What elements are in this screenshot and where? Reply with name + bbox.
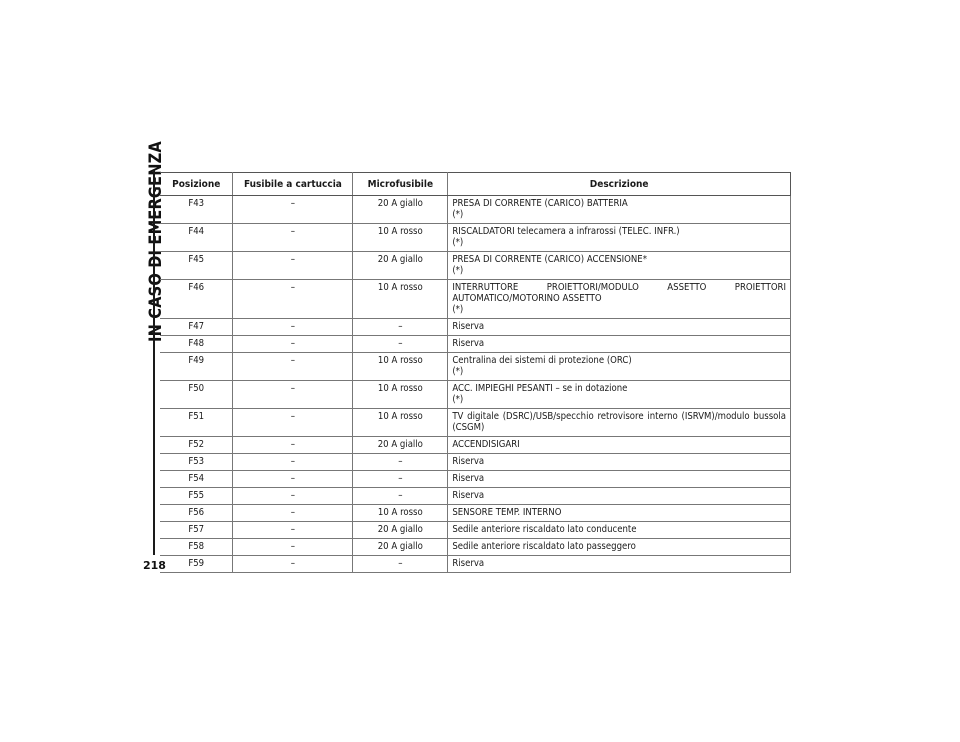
cell-fusibile-cartuccia: – [233, 280, 353, 319]
cell-posizione: F55 [160, 488, 233, 505]
description-text: Riserva [452, 473, 485, 484]
cell-fusibile-cartuccia: – [233, 539, 353, 556]
cell-posizione: F46 [160, 280, 233, 319]
section-title: IN CASO DI EMERGENZA [146, 141, 166, 342]
description-text: Centralina dei sistemi di protezione (ORC) [452, 355, 632, 366]
cell-posizione: F58 [160, 539, 233, 556]
cell-posizione: F54 [160, 471, 233, 488]
cell-descrizione [448, 488, 791, 505]
description-text: Sedile anteriore riscaldato lato passeggero [452, 541, 636, 552]
cell-fusibile-cartuccia: – [233, 409, 353, 437]
cell-posizione: F53 [160, 454, 233, 471]
description-text: TV digitale (DSRC)/USB/specchio retrovisore interno (ISRVM)/modulo bussola (CSGM) [452, 411, 786, 433]
cell-posizione: F56 [160, 505, 233, 522]
table-row [160, 353, 791, 381]
cell-descrizione [448, 409, 791, 437]
table-row [160, 381, 791, 409]
table-body [160, 196, 791, 573]
table-row [160, 505, 791, 522]
header-fusibile-cartuccia: Fusibile a cartuccia [233, 173, 353, 196]
cell-fusibile-cartuccia: – [233, 381, 353, 409]
cell-descrizione [448, 280, 791, 319]
cell-fusibile-cartuccia: – [233, 336, 353, 353]
description-text: Sedile anteriore riscaldato lato conducente [452, 524, 637, 535]
cell-microfusibile: – [353, 488, 448, 505]
cell-fusibile-cartuccia: – [233, 319, 353, 336]
cell-posizione: F44 [160, 224, 233, 252]
cell-microfusibile: – [353, 556, 448, 573]
cell-fusibile-cartuccia: – [233, 505, 353, 522]
cell-posizione: F47 [160, 319, 233, 336]
cell-descrizione [448, 556, 791, 573]
cell-descrizione [448, 505, 791, 522]
table-row [160, 522, 791, 539]
description-note: (*) [452, 394, 464, 405]
table-row [160, 224, 791, 252]
cell-descrizione [448, 224, 791, 252]
cell-microfusibile: 10 A rosso [353, 409, 448, 437]
cell-microfusibile: – [353, 471, 448, 488]
cell-fusibile-cartuccia: – [233, 224, 353, 252]
cell-posizione: F48 [160, 336, 233, 353]
table-row [160, 454, 791, 471]
description-text: Riserva [452, 338, 485, 349]
description-text: ACC. IMPIEGHI PESANTI – se in dotazione [452, 383, 628, 394]
description-text: SENSORE TEMP. INTERNO [452, 507, 562, 518]
header-posizione: Posizione [160, 173, 233, 196]
cell-microfusibile: 20 A giallo [353, 252, 448, 280]
description-text: ACCENDISIGARI [452, 439, 520, 450]
cell-microfusibile: 10 A rosso [353, 381, 448, 409]
description-text: RISCALDATORI telecamera a infrarossi (TELEC. INFR.) [452, 226, 680, 237]
cell-descrizione [448, 336, 791, 353]
description-note: (*) [452, 209, 464, 220]
fuse-table [160, 172, 791, 573]
side-rule [153, 170, 155, 555]
cell-microfusibile: 20 A giallo [353, 437, 448, 454]
table-row [160, 252, 791, 280]
cell-microfusibile: – [353, 336, 448, 353]
cell-descrizione [448, 252, 791, 280]
table-row [160, 196, 791, 224]
cell-fusibile-cartuccia: – [233, 437, 353, 454]
cell-microfusibile: 10 A rosso [353, 353, 448, 381]
cell-microfusibile: 10 A rosso [353, 505, 448, 522]
cell-descrizione [448, 381, 791, 409]
cell-posizione: F59 [160, 556, 233, 573]
cell-microfusibile: 20 A giallo [353, 522, 448, 539]
table-row [160, 488, 791, 505]
description-note: (*) [452, 237, 464, 248]
cell-posizione: F50 [160, 381, 233, 409]
table-row [160, 471, 791, 488]
table-row [160, 409, 791, 437]
description-text: Riserva [452, 558, 485, 569]
page-number: 218 [143, 559, 166, 572]
cell-descrizione [448, 319, 791, 336]
table-row [160, 539, 791, 556]
cell-fusibile-cartuccia: – [233, 471, 353, 488]
description-text: Riserva [452, 321, 485, 332]
cell-fusibile-cartuccia: – [233, 196, 353, 224]
cell-microfusibile: 10 A rosso [353, 224, 448, 252]
cell-microfusibile: – [353, 454, 448, 471]
cell-microfusibile: 10 A rosso [353, 280, 448, 319]
table-row [160, 280, 791, 319]
cell-fusibile-cartuccia: – [233, 454, 353, 471]
description-text: PRESA DI CORRENTE (CARICO) ACCENSIONE* [452, 254, 647, 265]
cell-posizione: F45 [160, 252, 233, 280]
table-row [160, 319, 791, 336]
cell-posizione: F51 [160, 409, 233, 437]
cell-fusibile-cartuccia: – [233, 252, 353, 280]
description-text: INTERRUTTORE PROIETTORI/MODULO ASSETTO PROIETTORI AUTOMATICO/MOTORINO ASSETTO [452, 282, 786, 304]
table-header-row [160, 173, 791, 196]
description-text: Riserva [452, 456, 485, 467]
description-text: PRESA DI CORRENTE (CARICO) BATTERIA [452, 198, 628, 209]
table-row [160, 556, 791, 573]
cell-fusibile-cartuccia: – [233, 353, 353, 381]
description-note: (*) [452, 366, 464, 377]
description-text: Riserva [452, 490, 485, 501]
cell-posizione: F57 [160, 522, 233, 539]
header-descrizione: Descrizione [448, 173, 791, 196]
cell-posizione: F52 [160, 437, 233, 454]
cell-descrizione [448, 437, 791, 454]
cell-microfusibile: 20 A giallo [353, 196, 448, 224]
description-note: (*) [452, 265, 464, 276]
table-row [160, 336, 791, 353]
header-microfusibile: Microfusibile [353, 173, 448, 196]
cell-descrizione [448, 454, 791, 471]
cell-posizione: F43 [160, 196, 233, 224]
table-row [160, 437, 791, 454]
cell-fusibile-cartuccia: – [233, 556, 353, 573]
cell-descrizione [448, 471, 791, 488]
cell-fusibile-cartuccia: – [233, 488, 353, 505]
cell-descrizione [448, 522, 791, 539]
cell-microfusibile: – [353, 319, 448, 336]
cell-posizione: F49 [160, 353, 233, 381]
cell-descrizione [448, 539, 791, 556]
cell-fusibile-cartuccia: – [233, 522, 353, 539]
cell-descrizione [448, 353, 791, 381]
description-note: (*) [452, 304, 464, 315]
cell-descrizione [448, 196, 791, 224]
cell-microfusibile: 20 A giallo [353, 539, 448, 556]
